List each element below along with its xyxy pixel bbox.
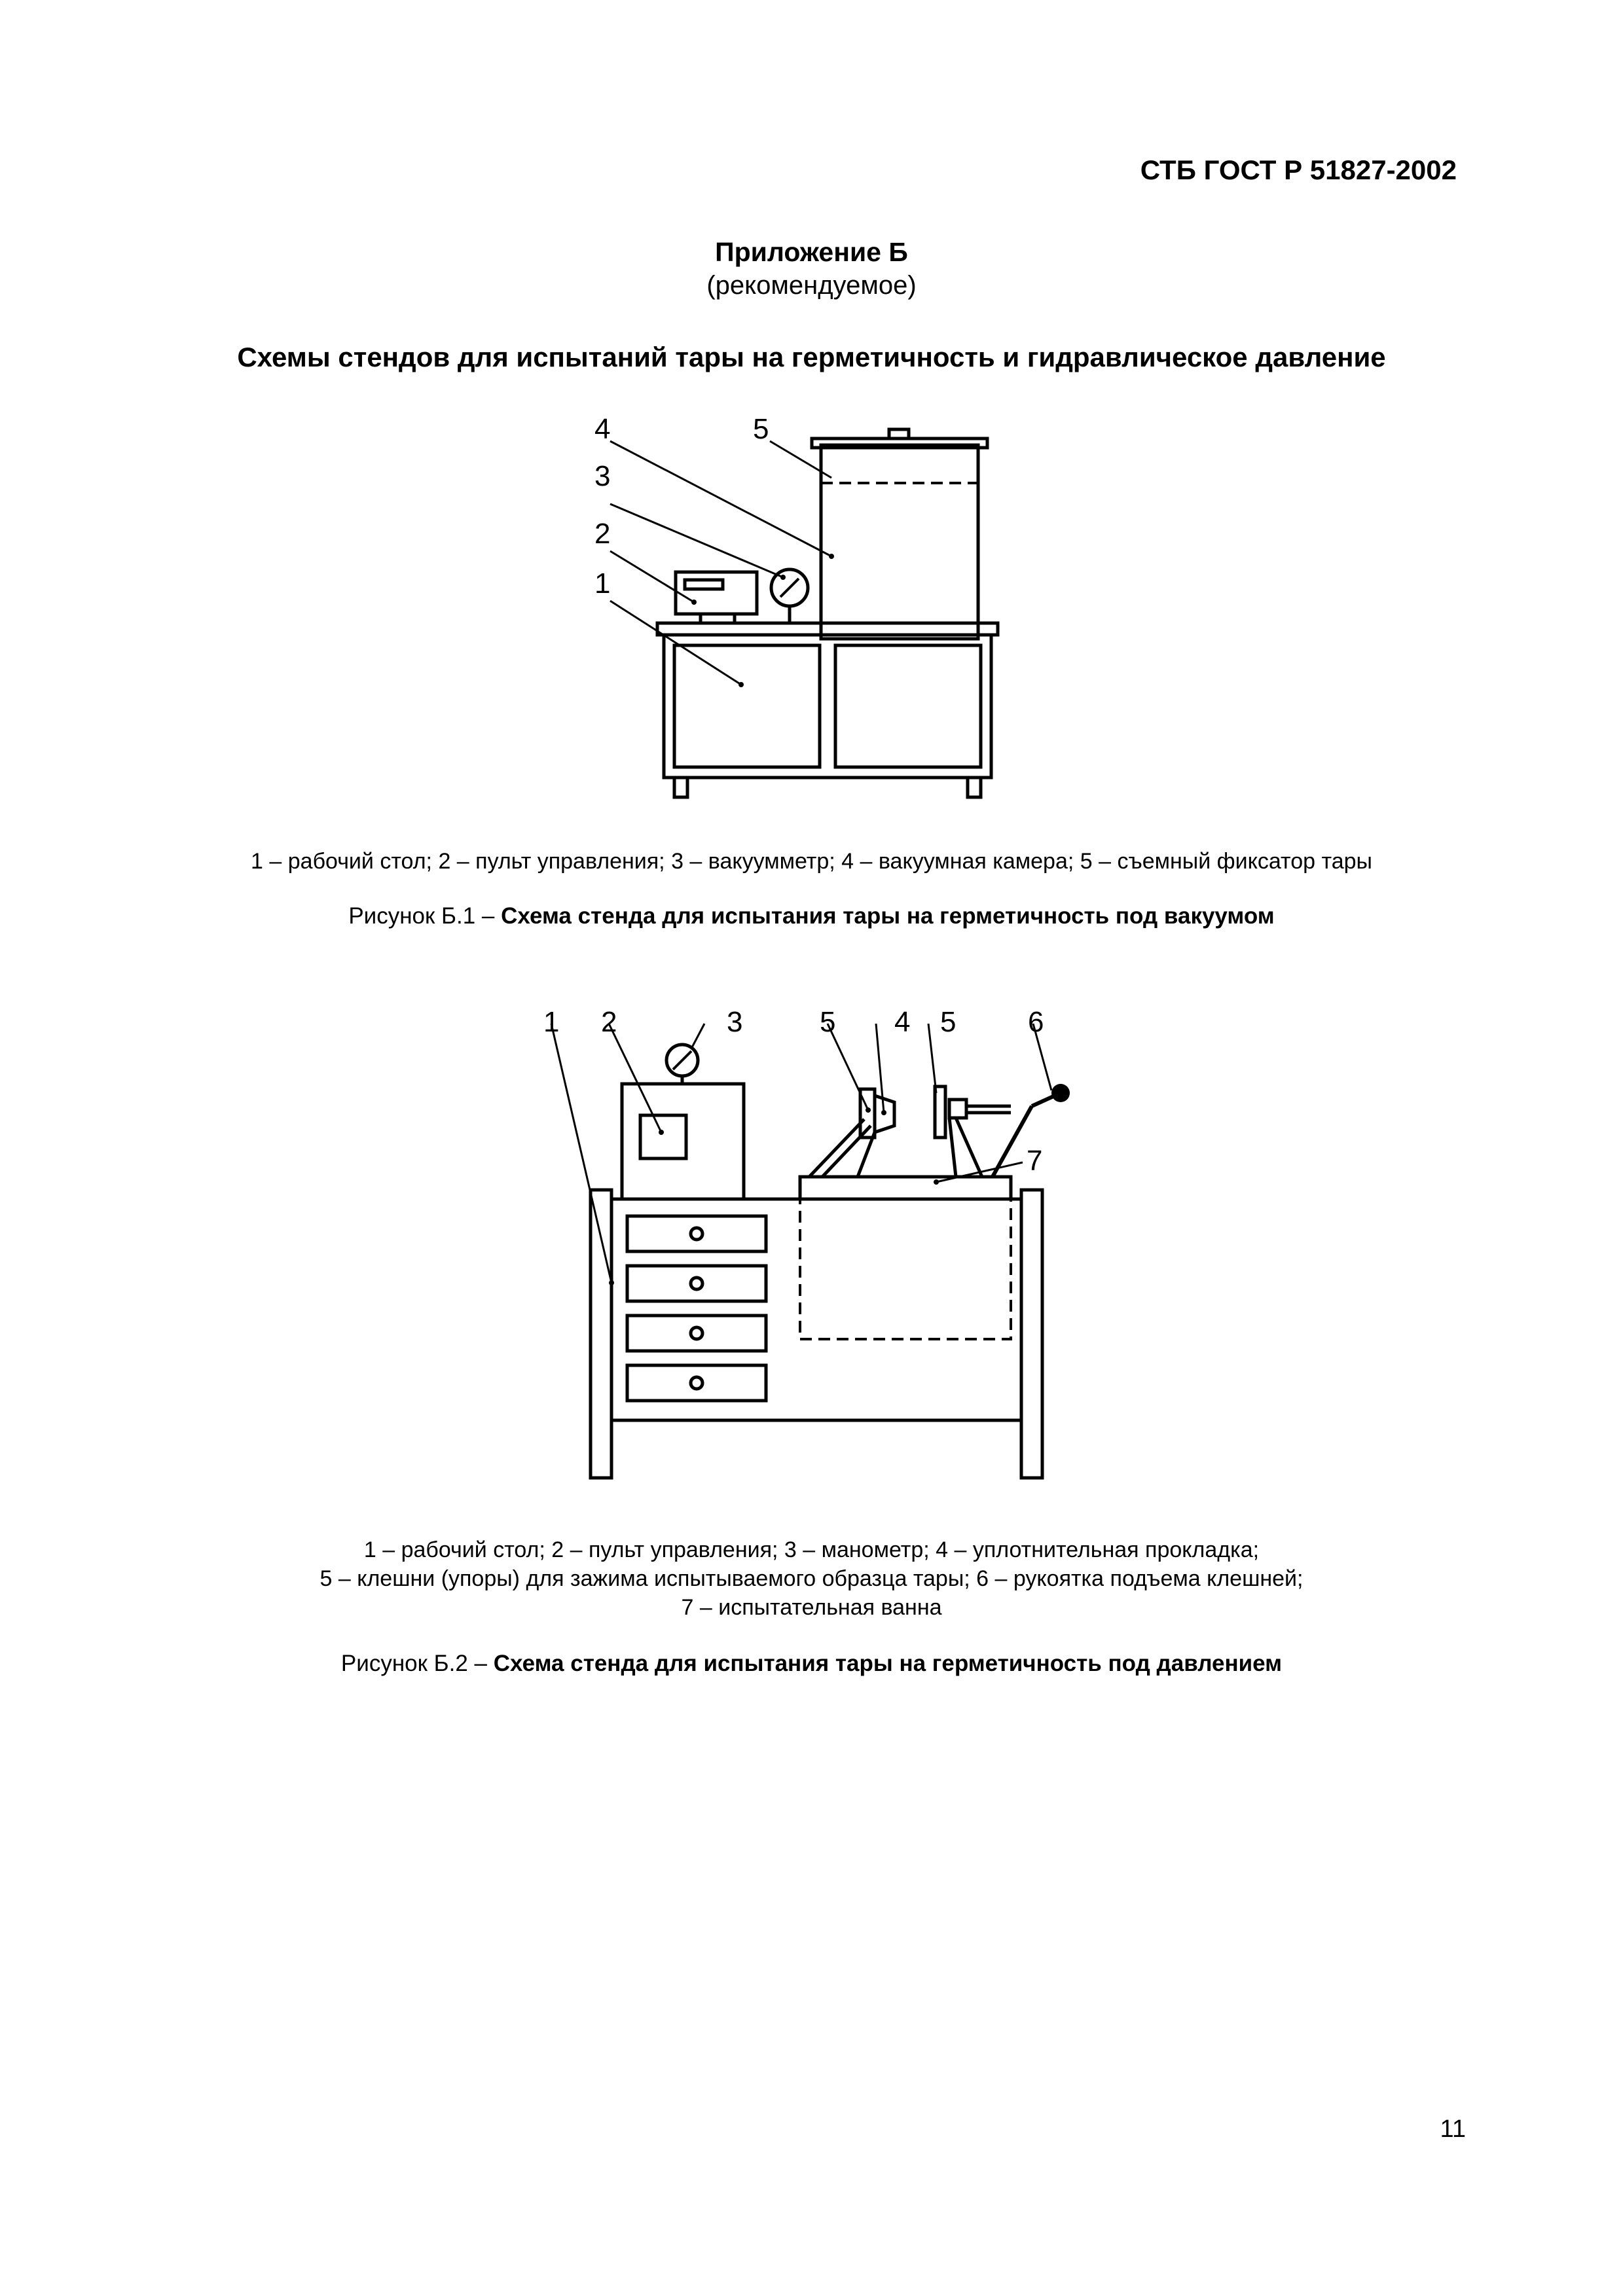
figure-2-legend-line: 5 – клешни (упоры) для зажима испытываемого образца тары; 6 – рукоятка подъема клешней; (319, 1566, 1304, 1591)
callout-5a: 5 (820, 1008, 836, 1038)
figure-2-legend-line: 1 – рабочий стол; 2 – пульт управления; 3 – манометр; 4 – уплотнительная прокладка; (363, 1537, 1260, 1562)
callout-6: 6 (1028, 1008, 1044, 1038)
figure-2-caption-title: Схема стенда для испытания тары на герметичность под давлением (493, 1651, 1283, 1676)
figure-1-caption (0, 903, 1623, 929)
callout-1: 1 (543, 1008, 560, 1038)
figure-1-legend: 1 – рабочий стол; 2 – пульт управления; 3 – вакуумметр; 4 – вакуумная камера; 5 – съемный фиксатор тары (251, 849, 1372, 874)
callout-3: 3 (727, 1008, 743, 1038)
table-body (664, 635, 991, 778)
test-bath (800, 1199, 1011, 1339)
figure-1-diagram (589, 412, 1048, 831)
page-number: 11 (1440, 2115, 1466, 2143)
callout-4: 4 (594, 413, 611, 445)
drawer-1 (627, 1216, 766, 1251)
drawer-4 (627, 1365, 766, 1401)
test-bath-top (800, 1177, 1011, 1199)
figure-2-caption (0, 1651, 1623, 1677)
callout-5: 5 (753, 413, 769, 445)
figure-2-caption-prefix: Рисунок Б.2 – (340, 1651, 494, 1676)
right-leg (1021, 1190, 1042, 1478)
callout-1: 1 (594, 567, 611, 600)
document-code: СТБ ГОСТ Р 51827-2002 (1140, 154, 1457, 185)
annex-subtitle: (рекомендуемое) (706, 271, 917, 300)
vacuum-chamber (821, 445, 978, 639)
callout-3: 3 (594, 460, 611, 492)
lid-knob (889, 429, 909, 439)
section-title: Схемы стендов для испытаний тары на герметичность и гидравлическое давление (237, 342, 1386, 372)
left-leg (591, 1190, 611, 1478)
figure-2-diagram (530, 1008, 1093, 1505)
figure-1-caption-prefix: Рисунок Б.1 – (348, 903, 501, 929)
callout-5b: 5 (940, 1008, 957, 1038)
callout-2: 2 (601, 1008, 617, 1038)
drawer-2 (627, 1266, 766, 1301)
table-top (657, 623, 998, 635)
callout-7: 7 (1027, 1145, 1043, 1177)
callout-4: 4 (894, 1008, 911, 1038)
callout-2: 2 (594, 518, 611, 550)
figure-1-caption-title: Схема стенда для испытания тары на герметичность под вакуумом (501, 903, 1275, 929)
drawer-3 (627, 1316, 766, 1351)
figure-2-legend (0, 1535, 1623, 1622)
figure-2-legend-line: 7 – испытательная ванна (681, 1595, 942, 1620)
annex-title: Приложение Б (715, 237, 908, 267)
